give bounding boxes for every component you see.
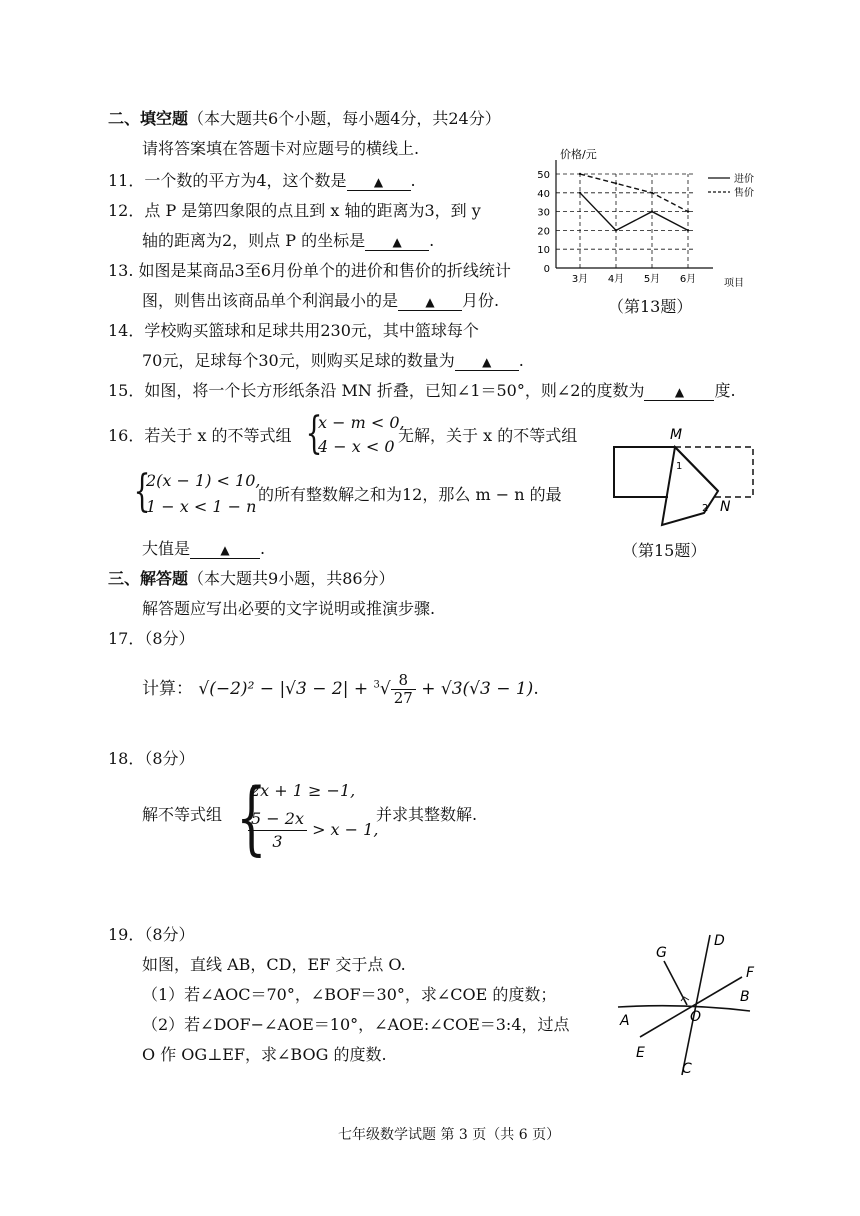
q18-ineq1: 2x + 1 ≥ −1, (250, 781, 356, 800)
fig15-label-m: M (670, 427, 683, 443)
selling-price-point (651, 192, 653, 194)
q16-prefix: 16．若关于 x 的不等式组 (108, 426, 292, 445)
fig19-label-o: O (690, 1009, 702, 1025)
q18-fraction (248, 808, 307, 853)
y-tick-label: 30 (537, 207, 550, 219)
q17-frac-num: 8 (391, 672, 416, 690)
q11-end: . (410, 171, 416, 190)
fig15-left-strip (614, 447, 675, 497)
x-tick-label: 5月 (643, 274, 661, 285)
q18-frac-num: 5 − 2x (248, 808, 307, 831)
q16-last: 大值是 (142, 539, 191, 558)
section2-instruction: 请将答案填在答题卡对应题号的横线上. (142, 139, 420, 158)
q16-brace1: { (305, 408, 323, 459)
q19-line3: （2）若∠DOF−∠AOE＝10°，∠AOE:∠COE＝3:4，过点 (142, 1015, 570, 1034)
q17-frac-den: 27 (393, 689, 413, 707)
q19-label: 19．（8分） (108, 925, 195, 944)
q15-end: 度. (714, 381, 736, 400)
q13-blank: ▲ (398, 294, 462, 311)
fig15-dashed-outline (675, 447, 753, 497)
legend-cost-label: 进价 (734, 174, 754, 185)
q16-sys2-line1: 2(x − 1) < 10, (146, 471, 261, 490)
selling-price-point (579, 173, 581, 175)
cost-price-point (651, 210, 653, 212)
q17-op3: + (421, 679, 436, 699)
q15-blank: ▲ (644, 384, 714, 401)
section3-title: 三、解答题 (108, 569, 189, 588)
section2-note: （本大题共6个小题，每小题4分，共24分） (188, 109, 501, 128)
q17-op1: − (259, 679, 275, 699)
q17-fraction (391, 672, 416, 707)
q11-text: 11．一个数的平方为4，这个数是 (108, 171, 347, 190)
q14-blank: ▲ (455, 354, 519, 371)
x-tick-label: 4月 (607, 274, 625, 285)
q18-prompt: 解不等式组 (142, 805, 223, 824)
fig13-caption: （第13题） (608, 297, 693, 316)
q16-blank: ▲ (190, 542, 260, 559)
cost-price-point (579, 192, 581, 194)
cost-price-point (687, 229, 689, 231)
q17-cube-index: 3 (373, 679, 380, 691)
q11-blank: ▲ (347, 174, 411, 191)
fig19-label-e: E (636, 1045, 645, 1061)
q13-end: 月份. (462, 291, 500, 310)
q14-line2 (142, 350, 524, 372)
q16-last-line (142, 538, 265, 560)
legend-price-label: 售价 (734, 188, 754, 199)
question-15 (108, 380, 736, 402)
q13-text: 图，则售出该商品单个利润最小的是 (142, 291, 399, 310)
q17-term1: √(−2)² (198, 679, 255, 699)
fig13-plot (537, 160, 713, 285)
y-tick-label: 10 (537, 245, 550, 257)
fig15-label-n: N (720, 499, 731, 515)
fig19-label-g: G (656, 945, 667, 961)
q18-label: 18．（8分） (108, 749, 195, 768)
q12-line2 (142, 230, 434, 252)
fig19-label-a: A (620, 1013, 630, 1029)
selling-price-point (615, 182, 617, 184)
y-tick-label: 20 (537, 226, 550, 238)
q16-mid: 无解，关于 x 的不等式组 (398, 426, 578, 445)
fig15-angle1: 1 (676, 461, 683, 472)
q12-end: . (429, 231, 435, 250)
q18-brace: { (236, 771, 267, 864)
q16-brace2: { (133, 466, 151, 517)
q14-text: 70元，足球每个30元，则购买足球的数量为 (142, 351, 455, 370)
q18-ineq2 (248, 808, 378, 853)
fig15-caption: （第15题） (622, 541, 707, 560)
q16-suffix: 的所有整数解之和为12，那么 m − n 的最 (258, 485, 562, 504)
x-tick-label: 6月 (679, 274, 697, 285)
fig13-ylabel: 价格/元 (560, 148, 597, 161)
q19-line1: 如图，直线 AB，CD，EF 交于点 O. (142, 955, 406, 974)
q13-line2 (142, 290, 499, 312)
fig15-angle2: 2 (702, 503, 709, 514)
selling-price-point (687, 210, 689, 212)
q16-sys2-line2: 1 − x < 1 − n (146, 497, 257, 516)
q17-term4: √3(√3 − 1) (440, 679, 534, 699)
q12-blank: ▲ (365, 234, 429, 251)
q18-frac-den: 3 (272, 832, 283, 851)
q17-abs-term: |√3 − 2| (279, 679, 349, 699)
fig15-folded-strip (600, 425, 770, 540)
fig13-xlabel: 项目 (724, 278, 744, 289)
q12-text: 轴的距离为2，则点 P 的坐标是 (142, 231, 366, 250)
q15-text: 15．如图，将一个长方形纸条沿 MN 折叠，已知∠1＝50°，则∠2的度数为 (108, 381, 645, 400)
q17-end: . (533, 679, 539, 699)
section3-heading (108, 568, 395, 590)
q17-radical-icon: √ (379, 679, 391, 699)
section3-note: （本大题共9小题，共86分） (188, 569, 395, 588)
q13-line1: 13. 如图是某商品3至6月份单个的进价和售价的折线统计 (108, 261, 511, 280)
q16-sys1-line2: 4 − x < 0 (318, 437, 395, 456)
q14-line1: 14．学校购买篮球和足球共用230元，其中篮球每个 (108, 321, 479, 340)
x-tick-label: 3月 (571, 274, 589, 285)
y-tick-label: 40 (537, 188, 550, 200)
section2-title: 二、填空题 (108, 109, 189, 128)
page-footer: 七年级数学试题 第 3 页（共 6 页） (338, 1127, 561, 1143)
question-11 (108, 170, 416, 192)
q16-end: . (260, 539, 266, 558)
fig19-label-d: D (714, 933, 725, 949)
q14-end: . (518, 351, 524, 370)
y-tick-label: 50 (537, 170, 550, 181)
fig13-line-chart (530, 140, 770, 320)
fig19-intersecting-lines (600, 925, 780, 1085)
fig19-label-c: C (682, 1061, 692, 1077)
fig15-folded-part (662, 447, 718, 525)
cost-price-point (615, 229, 617, 231)
section2-heading (108, 108, 501, 130)
q12-line1: 12．点 P 是第四象限的点且到 x 轴的距离为3，到 y (108, 201, 481, 220)
q17-op2: + (353, 679, 369, 699)
q17-label: 17．（8分） (108, 629, 195, 648)
q16-sys1-line1: x − m < 0, (318, 413, 405, 432)
q18-suffix: 并求其整数解. (376, 805, 478, 824)
q17-prompt: 计算： (142, 679, 193, 699)
fig19-label-b: B (740, 989, 750, 1005)
q19-line2: （1）若∠AOC＝70°，∠BOF＝30°，求∠COE 的度数； (142, 985, 557, 1004)
y-tick-label: 0 (543, 264, 550, 275)
q18-ineq2-rest: > x − 1, (312, 820, 379, 839)
fig19-label-f: F (746, 965, 755, 981)
q19-line4: O 作 OG⊥EF，求∠BOG 的度数. (142, 1045, 387, 1064)
q17-expression (142, 672, 539, 707)
section3-instruction: 解答题应写出必要的文字说明或推演步骤. (142, 599, 436, 618)
